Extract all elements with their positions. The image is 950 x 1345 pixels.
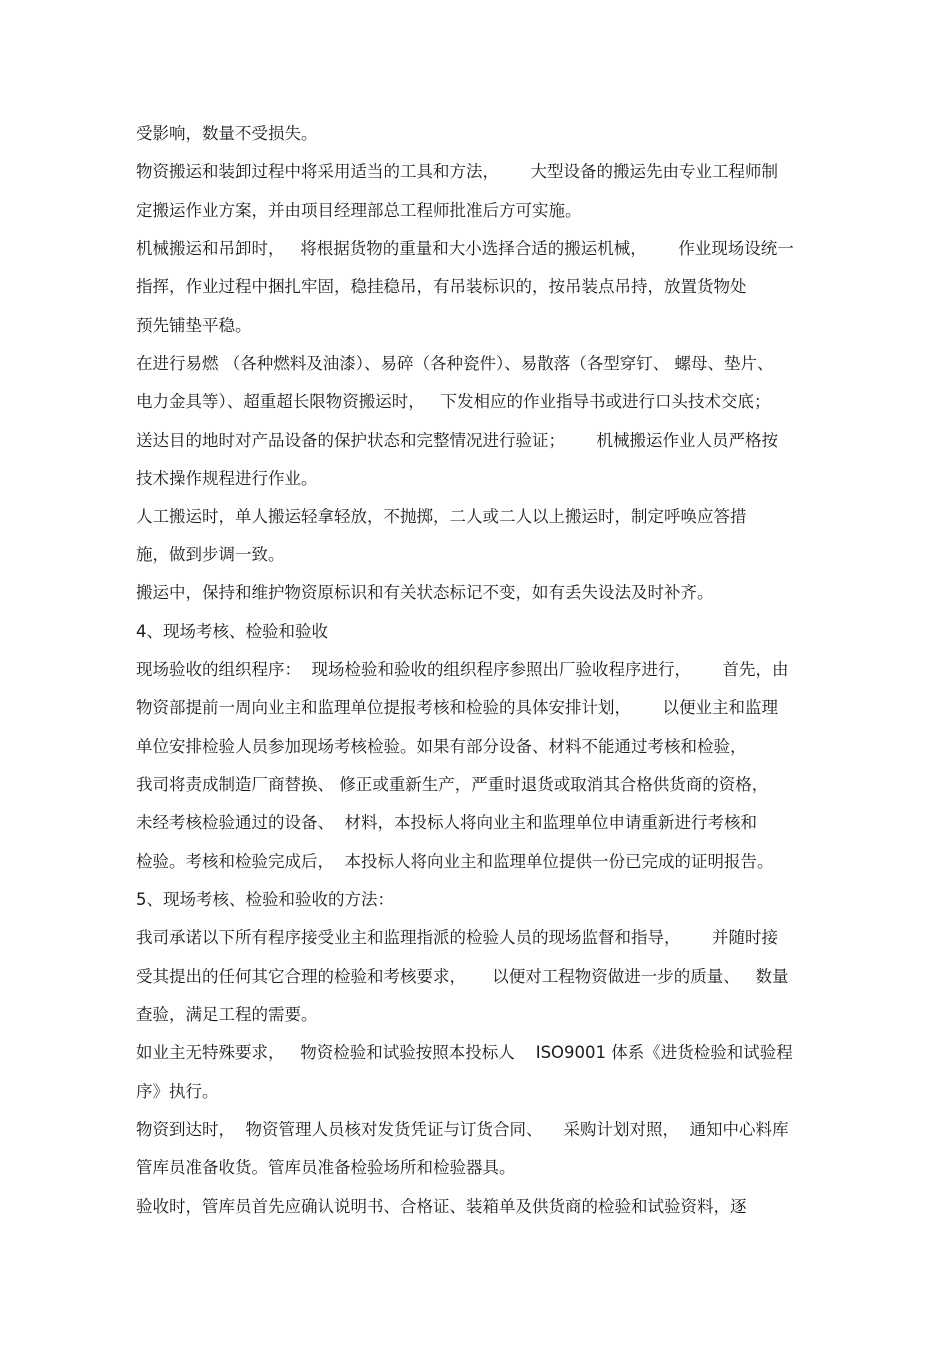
text-line: 我司承诺以下所有程序接受业主和监理指派的检验人员的现场监督和指导， 并随时接 xyxy=(136,928,778,947)
section-heading: 5、现场考核、检验和验收的方法： xyxy=(136,890,394,909)
text-line: 物资到达时， 物资管理人员核对发货凭证与订货合同、 采购计划对照， 通知中心料库 xyxy=(136,1120,789,1139)
text-line: 人工搬运时，单人搬运轻拿轻放，不抛掷，二人或二人以上搬运时，制定呼唤应答措 xyxy=(136,507,747,526)
text-line: 我司将责成制造厂商替换、 修正或重新生产，严重时退货或取消其合格供货商的资格， xyxy=(136,775,769,794)
text-line: 定搬运作业方案，并由项目经理部总工程师批准后方可实施。 xyxy=(136,201,582,220)
text-line: 物资部提前一周向业主和监理单位提报考核和检验的具体安排计划， 以便业主和监理 xyxy=(136,698,778,717)
text-line: 未经考核检验通过的设备、 材料，本投标人将向业主和监理单位申请重新进行考核和 xyxy=(136,813,757,832)
text-line: 电力金具等）、超重超长限物资搬运时， 下发相应的作业指导书或进行口头技术交底； xyxy=(136,392,771,411)
text-line: 现场验收的组织程序： 现场检验和验收的组织程序参照出厂验收程序进行， 首先，由 xyxy=(136,660,789,679)
text-line: 管库员准备收货。管库员准备检验场所和检验器具。 xyxy=(136,1158,516,1177)
text-line: 指挥，作业过程中捆扎牢固，稳挂稳吊，有吊装标识的，按吊装点吊持，放置货物处 xyxy=(136,277,747,296)
text-line: 查验，满足工程的需要。 xyxy=(136,1005,318,1024)
text-line: 技术操作规程进行作业。 xyxy=(136,469,318,488)
text-line: 受影响，数量不受损失。 xyxy=(136,124,318,143)
section-heading: 4、现场考核、检验和验收 xyxy=(136,622,328,641)
text-line: 物资搬运和装卸过程中将采用适当的工具和方法， 大型设备的搬运先由专业工程师制 xyxy=(136,162,778,181)
text-line: 序》执行。 xyxy=(136,1082,219,1101)
text-line: 机械搬运和吊卸时， 将根据货物的重量和大小选择合适的搬运机械， 作业现场设统一 xyxy=(136,239,794,258)
text-line: 如业主无特殊要求， 物资检验和试验按照本投标人 ISO9001 体系《进货检验和试验程 xyxy=(136,1043,793,1062)
text-line: 预先铺垫平稳。 xyxy=(136,316,252,335)
text-line: 搬运中，保持和维护物资原标识和有关状态标记不变，如有丢失设法及时补齐。 xyxy=(136,583,714,602)
text-line: 单位安排检验人员参加现场考核检验。如果有部分设备、材料不能通过考核和检验， xyxy=(136,737,747,756)
text-line: 送达目的地时对产品设备的保护状态和完整情况进行验证； 机械搬运作业人员严格按 xyxy=(136,431,778,450)
text-line: 检验。考核和检验完成后， 本投标人将向业主和监理单位提供一份已完成的证明报告。 xyxy=(136,852,774,871)
text-line: 验收时，管库员首先应确认说明书、合格证、装箱单及供货商的检验和试验资料，逐 xyxy=(136,1197,747,1216)
text-line: 施，做到步调一致。 xyxy=(136,545,285,564)
text-line: 在进行易燃 （各种燃料及油漆）、易碎（各种瓷件）、易散落（各型穿钉、 螺母、垫片、 xyxy=(136,354,774,373)
text-line: 受其提出的任何其它合理的检验和考核要求， 以便对工程物资做进一步的质量、 数量 xyxy=(136,967,789,986)
